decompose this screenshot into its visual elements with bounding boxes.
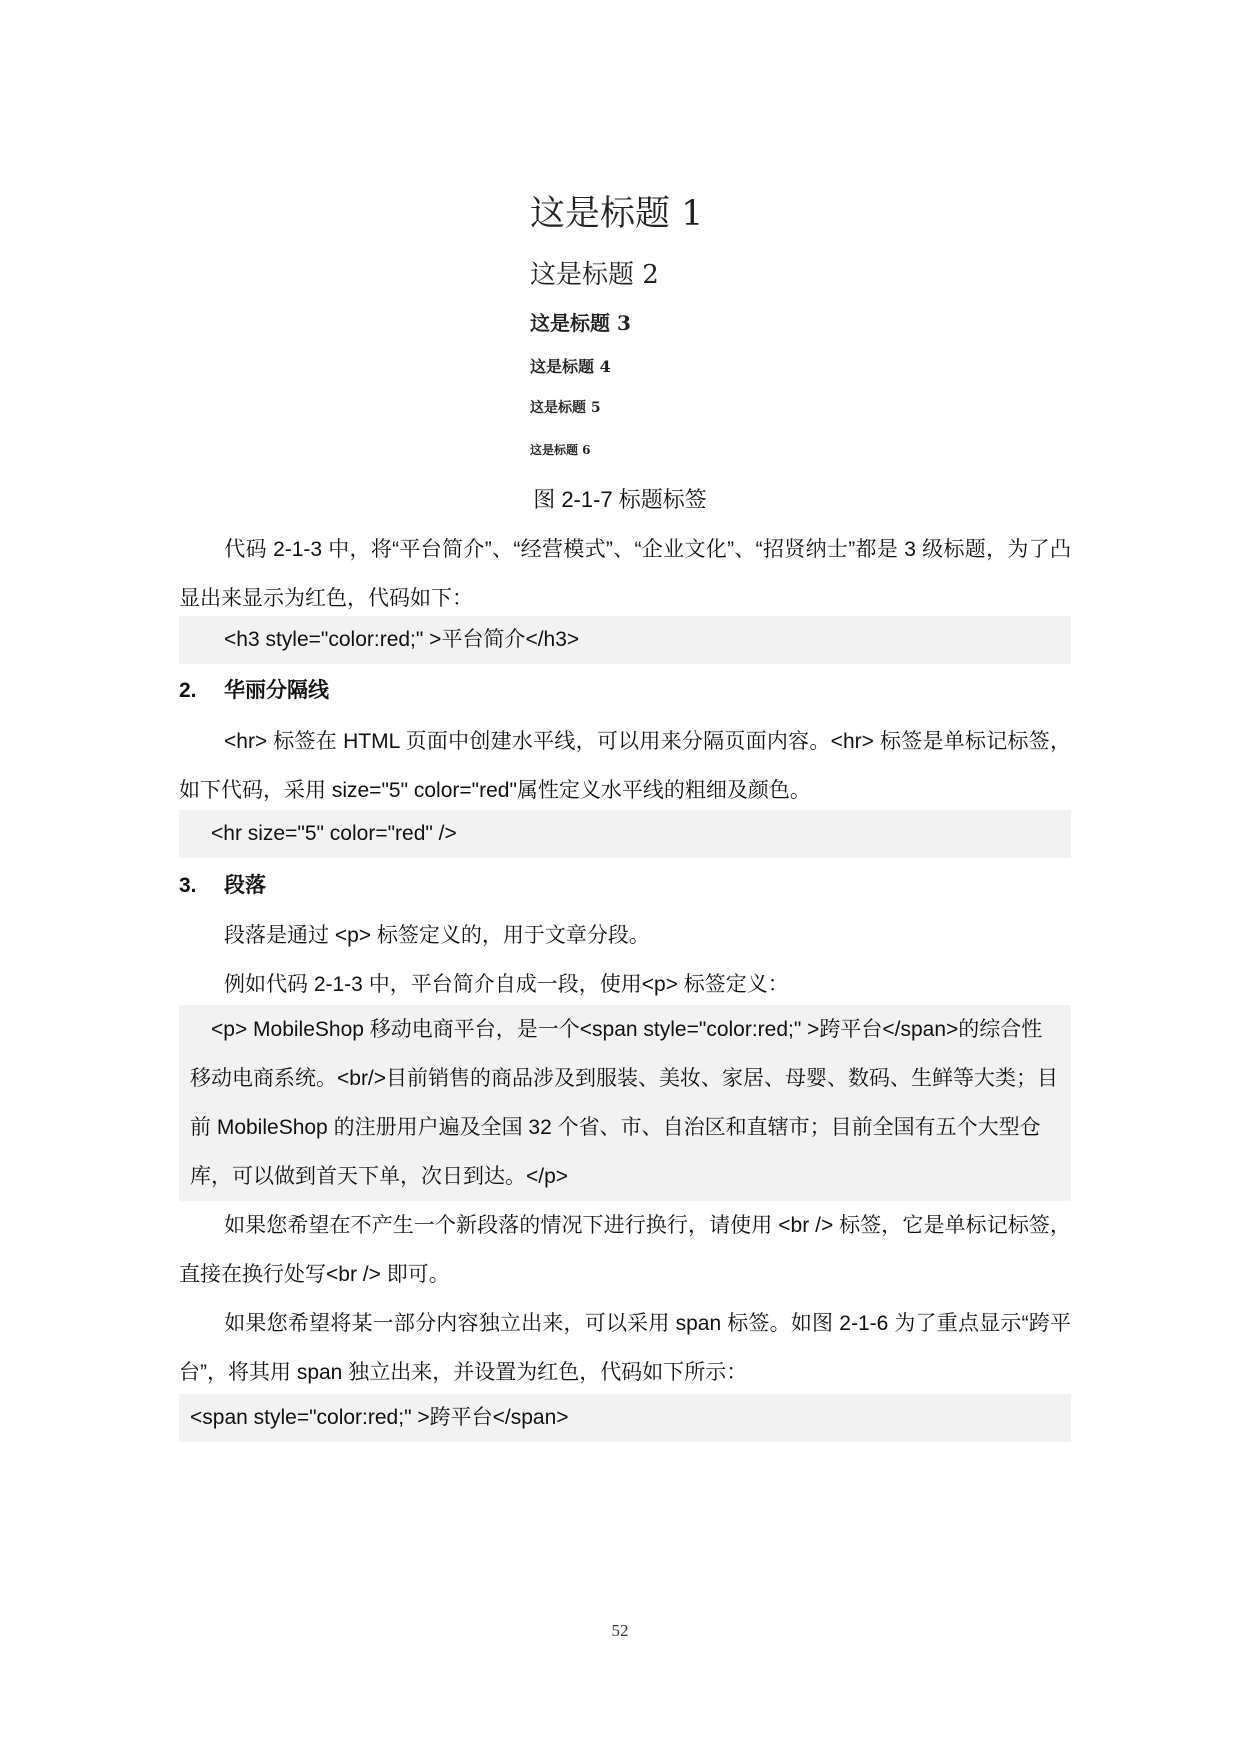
p-tag-paragraph [179,911,1071,960]
hr-text: <hr> 标签在 HTML 页面中创建水平线，可以用来分隔页面内容。<hr> 标签是单标记标签，如下代码，采用 size="5" color="red"属性定义水平线的粗细及颜色。 [179,730,1071,802]
section-3-title: 段落 [224,874,266,897]
figure-heading-1: 这是标题 1 [530,194,704,234]
figure-heading-5: 这是标题 5 [530,400,601,416]
section-2-number: 2. [179,679,197,702]
figure-heading-6: 这是标题 6 [530,443,591,457]
figure-heading-2: 这是标题 2 [530,260,659,290]
br-paragraph [179,1201,1071,1299]
figure-heading-4: 这是标题 4 [530,357,611,376]
figure-caption: 图 2-1-7 标题标签 [533,487,707,512]
p-tag-text: 段落是通过 <p> 标签定义的，用于文章分段。 [224,924,650,947]
code-p-example [179,1005,1071,1201]
section-3-number: 3. [179,874,197,897]
hr-paragraph [179,717,1071,815]
p-example-text: 例如代码 2-1-3 中，平台简介自成一段，使用<p> 标签定义： [224,973,789,996]
section-2-title: 华丽分隔线 [224,679,329,702]
figure-heading-3: 这是标题 3 [530,311,631,335]
code-h3-example: <h3 style="color:red;" >平台简介</h3> [179,616,1071,664]
section-2-heading [179,676,329,706]
br-text: 如果您希望在不产生一个新段落的情况下进行换行，请使用 <br /> 标签，它是单标记标签，直接在换行处写<br /> 即可。 [179,1214,1071,1286]
code-span-example: <span style="color:red;" >跨平台</span> [179,1394,1071,1442]
intro-text: 代码 2-1-3 中，将“平台简介”、“经营模式”、“企业文化”、“招贤纳士”都是 3 级标题，为了凸显出来显示为红色，代码如下： [179,538,1071,610]
code-p-text: <p> MobileShop 移动电商平台，是一个<span style="color:red;" >跨平台</span>的综合性移动电商系统。<br/>目前销售的商品涉及到服装、美妆、家居、母婴、数码、生鲜等大类；目前 MobileShop 的注册用户遍及全国 32 个省、市、自治区和直辖市；目前全国有五个大型仓库，可以做到首天下单，次日到达。</p> [190,1018,1059,1188]
span-paragraph [179,1299,1071,1397]
section-3-heading [179,871,266,901]
code-hr-example: <hr size="5" color="red" /> [179,810,1071,858]
p-example-paragraph [179,960,1071,1009]
page-number: 52 [611,1621,629,1640]
intro-paragraph [179,525,1071,623]
span-text: 如果您希望将某一部分内容独立出来，可以采用 span 标签。如图 2-1-6 为了重点显示“跨平台”，将其用 span 独立出来，并设置为红色，代码如下所示： [179,1312,1071,1384]
